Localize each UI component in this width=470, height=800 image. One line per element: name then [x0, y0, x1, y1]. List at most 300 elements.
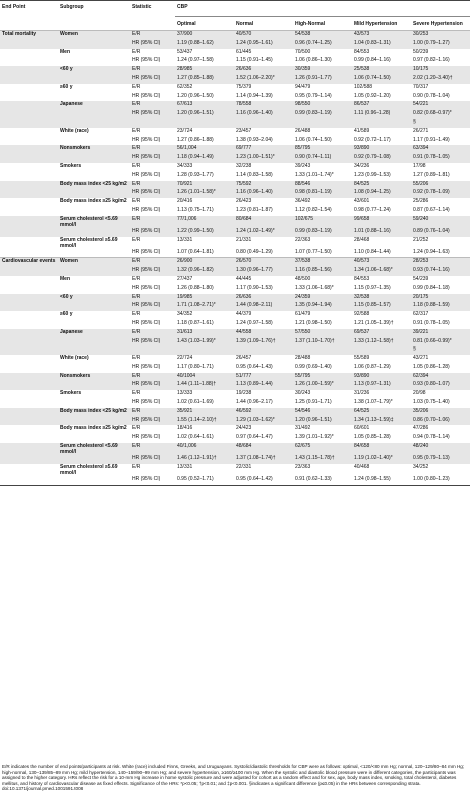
hr-cell: 1.08 (0.94–1.25)	[352, 189, 411, 198]
hr-cell: 1.17 (0.80–1.71)	[177, 363, 214, 370]
hr-cell: 1.32 (0.96–1.82)	[175, 267, 234, 276]
hr-cell: 1.15 (0.85–1.57)	[352, 302, 411, 311]
hr-cell: 1.71 (1.08–2.71)*	[175, 302, 234, 311]
statistic-cell: E/R	[130, 373, 175, 382]
hr-cell: 0.97 (0.64–1.47)	[236, 434, 273, 441]
er-cell: 30/359	[293, 66, 352, 75]
statistic-cell: HR (95% CI)	[132, 248, 161, 255]
er-cell: 67/613	[175, 101, 234, 110]
hr-cell: 1.20 (0.96–1.51)	[175, 110, 234, 119]
hr-cell: 1.13 (0.89–1.44)	[234, 381, 293, 390]
end-point-cell	[0, 355, 58, 364]
table-row	[0, 110, 470, 119]
hr-cell: 1.26 (0.88–1.80)	[177, 284, 214, 291]
hr-cell: 1.17 (0.90–1.53)	[236, 284, 273, 291]
table-row	[0, 417, 470, 426]
hr-cell: 1.23 (0.81–1.87)	[236, 206, 273, 213]
hr-cell: 1.34 (1.06–1.68)*	[352, 267, 411, 276]
er-cell: 39/221	[411, 329, 470, 338]
hr-cell: 1.27 (0.86–1.88)	[177, 136, 214, 143]
er-cell: 92/588	[354, 311, 370, 318]
er-cell: 25/286	[413, 198, 429, 205]
col-end-point: End Point	[2, 4, 26, 10]
hr-cell: 0.99 (0.84–1.18)	[413, 284, 450, 291]
er-cell: 62/352	[177, 83, 193, 90]
hr-cell: 0.94 (0.78–1.14)	[413, 434, 450, 441]
hr-cell: 1.02 (0.61–1.69)	[177, 399, 214, 406]
hr-cell: 1.30 (0.96–1.77)	[234, 267, 293, 276]
er-cell: 47/286	[413, 425, 429, 432]
er-cell: 63/394	[411, 145, 470, 154]
er-cell: 86/537	[352, 101, 411, 110]
er-cell: 20/416	[177, 198, 193, 205]
hr-cell: 1.00 (0.79–1.27)	[411, 40, 470, 49]
subgroup-cell: Men	[60, 275, 70, 282]
table-row	[0, 163, 470, 172]
hr-cell: 1.52 (1.06–2.20)*	[234, 75, 293, 84]
statistic-cell: HR (95% CI)	[130, 455, 175, 464]
er-cell: 55/206	[411, 181, 470, 190]
hr-cell: 1.24 (0.97–1.58)	[236, 319, 273, 326]
statistic-cell: E/R	[132, 162, 141, 169]
col-severe-hypertension: Severe Hypertension	[413, 20, 463, 27]
hr-cell: 2.02 (1.20–3.40)†	[411, 75, 470, 84]
hr-cell: 1.26 (0.91–1.77)	[293, 75, 352, 84]
hr-cell: 1.27 (0.85–1.88)	[175, 75, 234, 84]
er-cell: 64/525	[352, 408, 411, 417]
hr-cell: 1.05 (0.86–1.28)	[413, 363, 450, 370]
er-cell: 40/570	[234, 31, 293, 40]
end-point-cell	[0, 294, 58, 303]
er-cell: 35/206	[411, 408, 470, 417]
subgroup-cell: ≥60 y	[60, 83, 73, 90]
subgroup-cell: Body mass index ≥25 kg/m2	[60, 198, 127, 205]
hr-cell: 1.00 (0.80–1.23)	[413, 475, 450, 482]
hr-cell: 1.06 (0.74–1.50)	[352, 75, 411, 84]
table-row	[0, 294, 470, 303]
subgroup-cell: Serum cholesterol <5.69 mmol/l	[58, 443, 130, 455]
er-cell: 84/658	[352, 443, 411, 455]
table-row	[0, 189, 470, 198]
table-row	[0, 258, 470, 267]
er-cell: 30/253	[411, 31, 470, 40]
table-row	[0, 320, 470, 329]
hr-cell: 0.91 (0.62–1.33)	[295, 475, 332, 482]
er-cell: 70/500	[295, 48, 311, 55]
end-point-cell	[0, 198, 58, 207]
hr-cell: 1.22 (0.99–1.50)	[175, 228, 234, 237]
er-cell: 56/1,004	[175, 145, 234, 154]
statistic-cell: HR (95% CI)	[130, 154, 175, 163]
er-cell: 36/492	[295, 198, 311, 205]
hr-cell: 1.37 (1.10–1.70)†	[293, 338, 352, 347]
subgroup-cell: Nonsmokers	[58, 145, 130, 154]
table-row	[0, 464, 470, 476]
er-cell: 53/437	[177, 48, 193, 55]
statistic-cell: E/R	[130, 216, 175, 228]
hr-cell: 0.95 (0.52–1.71)	[177, 475, 214, 482]
hr-cell: 1.24 (1.02–1.49)*	[234, 228, 293, 237]
er-cell: 44/558	[234, 329, 293, 338]
statistic-cell: HR (95% CI)	[132, 206, 161, 213]
statistic-cell: E/R	[132, 425, 141, 432]
end-point-cell	[0, 145, 58, 154]
statistic-cell: E/R	[132, 198, 141, 205]
er-cell: 10/175	[411, 66, 470, 75]
hr-cell: 1.06 (0.86–1.30)	[295, 57, 332, 64]
subgroup-cell: Women	[58, 258, 130, 267]
table-row	[0, 302, 470, 311]
statistic-cell: HR (95% CI)	[130, 417, 175, 426]
end-point-cell	[0, 128, 58, 137]
significance-marker: §	[411, 119, 470, 128]
footnote-text: E/R indicates the number of end points/participants at risk. White (race) included Finns, Greeks, and Uruguayans. Systolic/diastolic thresholds for CBP were as follows: optimal, <120/<80 mm Hg; normal, 120–129/80–84 mm Hg; high-normal, 130–139/85–89 mm Hg; mild hypertension, 140–159/90–99 mm Hg; and severe hypertension, ≥160/≥100 mm Hg. When the systolic and diastolic blood pressure were in different categories, the participants was assigned to the higher category. HRs reflect the risk for a 10-mm Hg increase in home systolic pressure and were adjusted for cohort as a random effect and for sex, age, body mass index, smoking, total cholesterol, diabetes mellitus, and history of cardiovascular disease as fixed effects. Significance of the HRs: *p<0.05; †p<0.01; and ‡p<0.001. §indicates a significant difference (p≤0.05) in the HRs between corresponding strata.	[2, 764, 465, 786]
statistic-cell: E/R	[130, 258, 175, 267]
er-cell: 31/236	[354, 390, 370, 397]
end-point-cell	[0, 163, 58, 172]
hr-cell: 1.46 (1.12–1.91)†	[175, 455, 234, 464]
hr-cell: 1.06 (0.87–1.29)	[354, 363, 391, 370]
er-cell: 99/658	[352, 216, 411, 228]
er-cell: 48/684	[234, 443, 293, 455]
end-point-cell	[0, 101, 58, 110]
hr-cell: 1.06 (0.74–1.50)	[295, 136, 332, 143]
er-cell: 34/236	[354, 162, 370, 169]
er-cell: 28/985	[175, 66, 234, 75]
er-cell: 54/239	[413, 275, 429, 282]
col-subgroup: Subgroup	[60, 4, 84, 10]
subgroup-cell: ≥60 y	[60, 311, 73, 318]
statistic-cell: E/R	[130, 181, 175, 190]
er-cell: 84/553	[354, 48, 370, 55]
hr-cell: 1.18 (0.87–1.61)	[177, 319, 214, 326]
hr-cell: 1.19 (1.02–1.40)*	[352, 455, 411, 464]
hr-cell: 1.33 (1.12–1.58)†	[352, 338, 411, 347]
table-row	[0, 119, 470, 128]
end-point-cell	[0, 84, 58, 93]
er-cell: 70/317	[413, 83, 429, 90]
table-row	[0, 476, 470, 485]
er-cell: 84/525	[352, 181, 411, 190]
hr-cell: 0.87 (0.67–1.14)	[413, 206, 450, 213]
col-cbp: CBP	[175, 1, 470, 17]
er-cell: 70/921	[175, 181, 234, 190]
end-point-cell	[0, 181, 58, 190]
er-cell: 28/468	[354, 236, 370, 243]
er-cell: 22/363	[295, 236, 311, 243]
er-cell: 22/724	[177, 355, 193, 362]
hr-cell: 1.15 (0.91–1.45)	[236, 57, 273, 64]
er-cell: 25/538	[352, 66, 411, 75]
end-point-cell	[0, 408, 58, 417]
statistic-cell: HR (95% CI)	[132, 57, 161, 64]
table-row	[0, 145, 470, 154]
er-cell: 98/550	[293, 101, 352, 110]
hr-cell: 1.28 (0.93–1.77)	[177, 171, 214, 178]
table-row	[0, 40, 470, 49]
er-cell: 43/271	[413, 355, 429, 362]
statistic-cell: HR (95% CI)	[130, 75, 175, 84]
er-cell: 21/252	[413, 236, 429, 243]
er-cell: 69/537	[352, 329, 411, 338]
er-cell: 84/553	[354, 275, 370, 282]
hr-cell: 1.18 (0.88–1.59)	[411, 302, 470, 311]
end-point-cell	[0, 443, 58, 455]
end-point-cell	[0, 425, 58, 434]
er-cell: 20/98	[413, 390, 426, 397]
hr-cell: 1.44 (1.11–1.88)†	[175, 381, 234, 390]
table-row	[0, 346, 470, 355]
statistic-cell: HR (95% CI)	[132, 136, 161, 143]
hr-cell: 1.39 (1.01–1.92)*	[295, 434, 334, 441]
er-cell: 41/589	[354, 127, 370, 134]
table-row	[0, 57, 470, 66]
hr-cell: 1.10 (0.84–1.44)	[354, 248, 391, 255]
er-cell: 46/592	[234, 408, 293, 417]
er-cell: 23/363	[295, 463, 311, 470]
end-point-cell	[0, 237, 58, 249]
er-cell: 102/675	[293, 216, 352, 228]
hr-cell: 0.89 (0.76–1.04)	[411, 228, 470, 237]
hr-cell: 0.92 (0.78–1.09)	[411, 189, 470, 198]
er-cell: 88/546	[293, 181, 352, 190]
hr-cell: 1.33 (1.01–1.74)*	[295, 171, 334, 178]
table-row	[0, 311, 470, 320]
hr-cell: 1.38 (0.93–2.04)	[236, 136, 273, 143]
er-cell: 18/416	[177, 425, 193, 432]
statistic-cell: HR (95% CI)	[132, 399, 161, 406]
er-cell: 37/900	[175, 31, 234, 40]
er-cell: 13/331	[177, 236, 193, 243]
table-row	[0, 425, 470, 434]
statistic-cell: HR (95% CI)	[130, 302, 175, 311]
end-point-cell	[0, 311, 58, 320]
er-cell: 34/352	[177, 311, 193, 318]
hr-cell: 1.15 (0.97–1.35)	[354, 284, 391, 291]
hr-cell: 0.90 (0.74–1.11)	[293, 154, 352, 163]
hr-cell: 1.05 (0.92–1.20)	[354, 92, 391, 99]
hr-cell: 1.35 (0.94–1.94)	[293, 302, 352, 311]
er-cell: 40/573	[352, 258, 411, 267]
subgroup-cell: <60 y	[58, 66, 130, 75]
hr-cell: 1.01 (0.88–1.16)	[352, 228, 411, 237]
end-point-cell	[0, 216, 58, 228]
subgroup-cell: Smokers	[60, 390, 82, 397]
statistic-cell: E/R	[132, 48, 141, 55]
er-cell: 40/1,006	[175, 443, 234, 455]
table-row	[0, 172, 470, 181]
statistic-cell: E/R	[132, 236, 141, 243]
er-cell: 20/175	[411, 294, 470, 303]
er-cell: 26/488	[295, 127, 311, 134]
er-cell: 55/795	[293, 373, 352, 382]
table-row	[0, 329, 470, 338]
table-row	[0, 181, 470, 190]
statistic-cell: E/R	[130, 145, 175, 154]
hr-cell: 0.95 (0.64–1.42)	[236, 475, 273, 482]
er-cell: 85/795	[293, 145, 352, 154]
table-row	[0, 399, 470, 408]
hr-cell: 1.24 (0.97–1.58)	[177, 57, 214, 64]
hr-cell: 0.92 (0.72–1.17)	[354, 136, 391, 143]
significance-marker: §	[411, 346, 470, 355]
er-cell: 13/333	[177, 390, 193, 397]
table-row	[0, 128, 470, 137]
table-row	[0, 228, 470, 237]
er-cell: 34/333	[177, 162, 193, 169]
hr-cell: 1.07 (0.77–1.50)	[295, 248, 332, 255]
hr-cell: 1.26 (1.00–1.59)*	[293, 381, 352, 390]
er-cell: 54/538	[293, 31, 352, 40]
statistic-cell: HR (95% CI)	[132, 284, 161, 291]
hr-cell: 1.38 (1.07–1.79)*	[354, 399, 393, 406]
hr-cell: 1.39 (1.09–1.76)†	[234, 338, 293, 347]
er-cell: 54/221	[411, 101, 470, 110]
er-cell: 54/546	[293, 408, 352, 417]
hr-cell: 1.43 (1.15–1.78)†	[293, 455, 352, 464]
hr-cell: 1.04 (0.83–1.31)	[352, 40, 411, 49]
er-cell: 50/239	[413, 48, 429, 55]
col-statistic: Statistic	[132, 4, 152, 10]
hr-cell: 0.96 (0.74–1.25)	[293, 40, 352, 49]
er-cell: 94/479	[295, 83, 311, 90]
end-point-cell: Total mortality	[0, 31, 58, 40]
hr-cell: 1.11 (0.96–1.28)	[352, 110, 411, 119]
er-cell: 26/636	[234, 66, 293, 75]
table-row	[0, 31, 470, 40]
er-cell: 69/777	[234, 145, 293, 154]
hr-cell: 1.17 (0.91–1.49)	[413, 136, 450, 143]
hr-cell: 0.99 (0.83–1.19)	[293, 110, 352, 119]
er-cell: 39/243	[295, 162, 311, 169]
hr-cell: 0.81 (0.66–0.99)*	[411, 338, 470, 347]
table-footnote	[2, 764, 468, 792]
er-cell: 57/550	[293, 329, 352, 338]
er-cell: 17/98	[413, 162, 426, 169]
statistic-cell: E/R	[132, 127, 141, 134]
col-mild-hypertension: Mild Hypertension	[354, 20, 398, 27]
er-cell: 43/601	[354, 198, 370, 205]
er-cell: 24/423	[236, 425, 252, 432]
hr-cell: 0.92 (0.79–1.08)	[352, 154, 411, 163]
hr-cell: 1.37 (1.08–1.74)†	[234, 455, 293, 464]
er-cell: 19/985	[175, 294, 234, 303]
er-cell: 48/240	[411, 443, 470, 455]
er-cell: 31/492	[295, 425, 311, 432]
statistic-cell: HR (95% CI)	[132, 434, 161, 441]
statistic-cell: E/R	[130, 443, 175, 455]
er-cell: 75/592	[234, 181, 293, 190]
hr-cell: 1.24 (0.98–1.55)	[354, 475, 391, 482]
hr-cell: 0.98 (0.81–1.19)	[293, 189, 352, 198]
table-row	[0, 66, 470, 75]
er-cell: 26/570	[234, 258, 293, 267]
subgroup-cell: Body mass index ≥25 kg/m2	[60, 425, 127, 432]
er-cell: 48/500	[295, 275, 311, 282]
subgroup-cell: Japanese	[58, 329, 130, 338]
hr-cell: 1.24 (0.95–1.61)	[234, 40, 293, 49]
subgroup-cell: Body mass index <25 kg/m2	[58, 408, 130, 417]
er-cell: 61/479	[295, 311, 311, 318]
table-row	[0, 443, 470, 455]
hr-cell: 1.43 (1.03–1.99)*	[175, 338, 234, 347]
end-point-cell: Cardiovascular events	[0, 258, 58, 267]
table-row	[0, 154, 470, 163]
statistic-cell: E/R	[132, 311, 141, 318]
hr-cell: 1.14 (0.83–1.58)	[236, 171, 273, 178]
hr-cell: 1.44 (0.96–2.17)	[236, 399, 273, 406]
table-row	[0, 84, 470, 93]
subgroup-cell: Serum cholesterol ≥5.69 mmol/l	[60, 463, 118, 476]
hr-cell: 1.55 (1.14–2.10)†	[175, 417, 234, 426]
er-cell: 27/437	[177, 275, 193, 282]
hr-cell: 1.24 (0.94–1.63)	[413, 248, 450, 255]
end-point-cell	[0, 66, 58, 75]
er-cell: 28/488	[295, 355, 311, 362]
col-high-normal: High-Normal	[295, 20, 325, 27]
er-cell: 26/271	[413, 127, 429, 134]
er-cell: 30/243	[295, 390, 311, 397]
table-row	[0, 137, 470, 146]
hr-cell: 1.19 (0.88–1.62)	[175, 40, 234, 49]
er-cell: 40/1004	[175, 373, 234, 382]
table-row	[0, 381, 470, 390]
hr-cell: 1.13 (0.97–1.31)	[352, 381, 411, 390]
header-row-1	[0, 1, 470, 17]
table-row	[0, 237, 470, 249]
statistic-cell: E/R	[130, 66, 175, 75]
hr-cell: 0.80 (0.49–1.29)	[236, 248, 273, 255]
hr-cell: 0.91 (0.78–1.05)	[413, 319, 450, 326]
hr-cell: 0.99 (0.83–1.19)	[293, 228, 352, 237]
hr-cell: 0.93 (0.80–1.07)	[411, 381, 470, 390]
hr-cell: 1.20 (0.96–1.50)	[177, 92, 214, 99]
table-row	[0, 285, 470, 294]
table-row	[0, 455, 470, 464]
hr-cell: 1.13 (0.75–1.71)	[177, 206, 214, 213]
hr-cell: 1.20 (0.96–1.51)	[293, 417, 352, 426]
statistic-cell: E/R	[132, 390, 141, 397]
er-cell: 93/890	[352, 145, 411, 154]
er-cell: 102/588	[354, 83, 373, 90]
hr-cell: 1.12 (0.82–1.54)	[295, 206, 332, 213]
er-cell: 51/777	[234, 373, 293, 382]
statistic-cell: E/R	[132, 83, 141, 90]
er-cell: 93/890	[352, 373, 411, 382]
hr-cell: 1.21 (1.05–1.39)†	[354, 319, 394, 326]
er-cell: 43/573	[352, 31, 411, 40]
statistic-cell: HR (95% CI)	[130, 267, 175, 276]
er-cell: 61/445	[236, 48, 252, 55]
statistic-cell: E/R	[130, 294, 175, 303]
er-cell: 40/468	[354, 463, 370, 470]
er-cell: 44/445	[236, 275, 252, 282]
statistic-cell: HR (95% CI)	[132, 363, 161, 370]
er-cell: 80/684	[234, 216, 293, 228]
hr-cell: 1.23 (1.00–1.51)*	[234, 154, 293, 163]
hr-cell: 1.05 (0.85–1.28)	[354, 434, 391, 441]
hr-cell: 1.25 (0.91–1.71)	[295, 399, 332, 406]
er-cell: 62/394	[411, 373, 470, 382]
statistic-cell: E/R	[130, 329, 175, 338]
er-cell: 44/379	[236, 311, 252, 318]
hr-cell: 1.27 (0.89–1.81)	[413, 171, 450, 178]
statistic-cell: E/R	[132, 463, 141, 470]
table-row	[0, 93, 470, 102]
subgroup-cell: Women	[58, 31, 130, 40]
table-row	[0, 49, 470, 58]
hr-cell: 1.14 (0.94–1.39)	[236, 92, 273, 99]
